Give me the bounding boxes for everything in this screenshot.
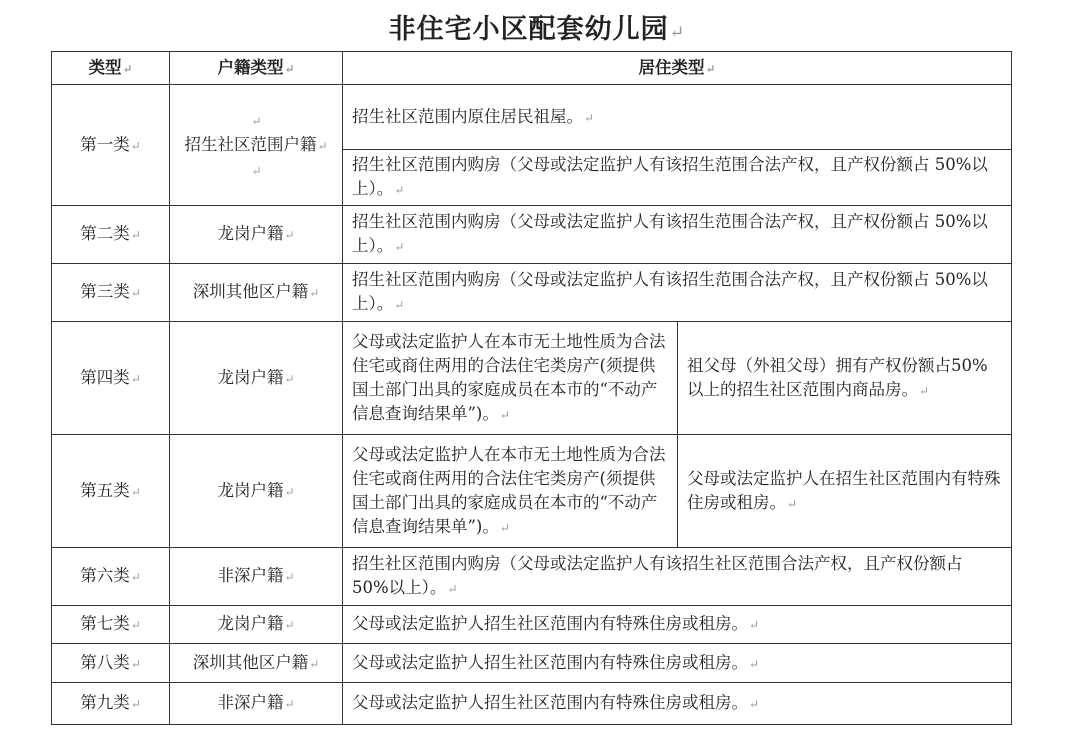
return-mark-icon: ↵ (130, 228, 141, 242)
return-mark-icon: ↵ (251, 113, 262, 128)
return-mark-icon: ↵ (394, 298, 405, 312)
residence-cell: 父母或法定监护人招生社区范围内有特殊住房或租房。↵ (343, 644, 1012, 683)
return-mark-icon: ↵ (749, 618, 760, 632)
return-mark-icon: ↵ (284, 484, 295, 499)
return-mark-icon: ↵ (130, 570, 141, 584)
header-household: 户籍类型↵ (170, 52, 343, 85)
return-mark-icon: ↵ (130, 484, 141, 499)
residence-cell: 招生社区范围内购房（父母或法定监护人有该招生社区范围合法产权，且产权份额占 50%以上）。↵ (343, 548, 1012, 606)
return-mark-icon: ↵ (749, 697, 760, 711)
type-cell: 第二类↵ (52, 206, 170, 264)
table-row (52, 606, 1012, 644)
return-mark-icon: ↵ (394, 240, 405, 254)
return-mark-icon: ↵ (284, 697, 295, 711)
residence-cell: 父母或法定监护人在本市无土地性质为合法住宅或商住两用的合法住宅类房产(须提供国土部门出具的家庭成员在本市的“不动产信息查询结果单”)。↵ (343, 435, 678, 548)
type-cell: 第四类↵ (52, 322, 170, 435)
page-title (0, 12, 1074, 51)
return-mark-icon: ↵ (309, 286, 320, 300)
table-row (52, 644, 1012, 683)
enrollment-table (51, 51, 1012, 725)
household-cell: 龙岗户籍↵ (170, 606, 343, 644)
household-cell: 非深户籍↵ (170, 683, 343, 725)
household-cell: 龙岗户籍↵ (170, 435, 343, 548)
return-mark-icon: ↵ (919, 383, 930, 398)
table-row (52, 264, 1012, 322)
return-mark-icon: ↵ (499, 407, 510, 422)
return-mark-icon: ↵ (284, 228, 295, 242)
residence-cell: 招生社区范围内原住居民祖屋。↵ (343, 85, 1012, 150)
table-row (52, 683, 1012, 725)
type-cell: 第八类↵ (52, 644, 170, 683)
residence-cell: 父母或法定监护人招生社区范围内有特殊住房或租房。↵ (343, 683, 1012, 725)
residence-cell: 招生社区范围内购房（父母或法定监护人有该招生范围合法产权，且产权份额占 50%以上）。↵ (343, 264, 1012, 322)
return-mark-icon: ↵ (394, 183, 405, 197)
residence-cell: 父母或法定监护人招生社区范围内有特殊住房或租房。↵ (343, 606, 1012, 644)
return-mark-icon: ↵ (130, 618, 141, 632)
residence-cell: 招生社区范围内购房（父母或法定监护人有该招生范围合法产权，且产权份额占 50%以上）。↵ (343, 206, 1012, 264)
return-mark-icon: ↵ (284, 61, 295, 76)
residence-cell: 父母或法定监护人在本市无土地性质为合法住宅或商住两用的合法住宅类房产(须提供国土部门出具的家庭成员在本市的“不动产信息查询结果单”)。↵ (343, 322, 678, 435)
return-mark-icon: ↵ (749, 656, 760, 671)
return-mark-icon: ↵ (284, 618, 295, 632)
return-mark-icon: ↵ (251, 163, 262, 178)
return-mark-icon: ↵ (284, 371, 295, 386)
type-cell: 第三类↵ (52, 264, 170, 322)
type-cell: 第六类↵ (52, 548, 170, 606)
type-cell: 第七类↵ (52, 606, 170, 644)
table-row (52, 206, 1012, 264)
type-cell: 第一类↵ (52, 85, 170, 206)
header-row (52, 52, 1012, 85)
household-cell: 深圳其他区户籍↵ (170, 644, 343, 683)
return-mark-icon: ↵ (130, 697, 141, 711)
return-mark-icon: ↵ (122, 61, 133, 76)
return-mark-icon: ↵ (284, 570, 295, 584)
return-mark-icon: ↵ (447, 582, 458, 596)
return-mark-icon: ↵ (317, 138, 328, 153)
household-cell: 龙岗户籍↵ (170, 322, 343, 435)
return-mark-icon: ↵ (584, 110, 595, 125)
return-mark-icon: ↵ (499, 520, 510, 535)
table-row (52, 85, 1012, 150)
return-mark-icon: ↵ (669, 23, 686, 43)
household-cell: 龙岗户籍↵ (170, 206, 343, 264)
residence-cell: 招生社区范围内购房（父母或法定监护人有该招生范围合法产权，且产权份额占 50%以上）。↵ (343, 150, 1012, 206)
title-text: 非住宅小区配套幼儿园 (388, 14, 669, 45)
return-mark-icon: ↵ (130, 371, 141, 386)
household-cell: 深圳其他区户籍↵ (170, 264, 343, 322)
return-mark-icon: ↵ (130, 138, 141, 153)
type-cell: 第九类↵ (52, 683, 170, 725)
header-residence: 居住类型↵ (343, 52, 1012, 85)
header-type: 类型↵ (52, 52, 170, 85)
residence-cell: 祖父母（外祖父母）拥有产权份额占50%以上的招生社区范围内商品房。↵ (678, 322, 1012, 435)
residence-cell: 父母或法定监护人在招生社区范围内有特殊住房或租房。↵ (678, 435, 1012, 548)
return-mark-icon: ↵ (705, 61, 716, 76)
table-row (52, 548, 1012, 606)
return-mark-icon: ↵ (130, 656, 141, 671)
type-cell: 第五类↵ (52, 435, 170, 548)
household-cell: ↵ 招生社区范围户籍↵ ↵ (170, 85, 343, 206)
return-mark-icon: ↵ (130, 286, 141, 300)
table-row (52, 435, 1012, 548)
return-mark-icon: ↵ (787, 496, 798, 511)
household-cell: 非深户籍↵ (170, 548, 343, 606)
return-mark-icon: ↵ (309, 656, 320, 671)
table-row (52, 322, 1012, 435)
